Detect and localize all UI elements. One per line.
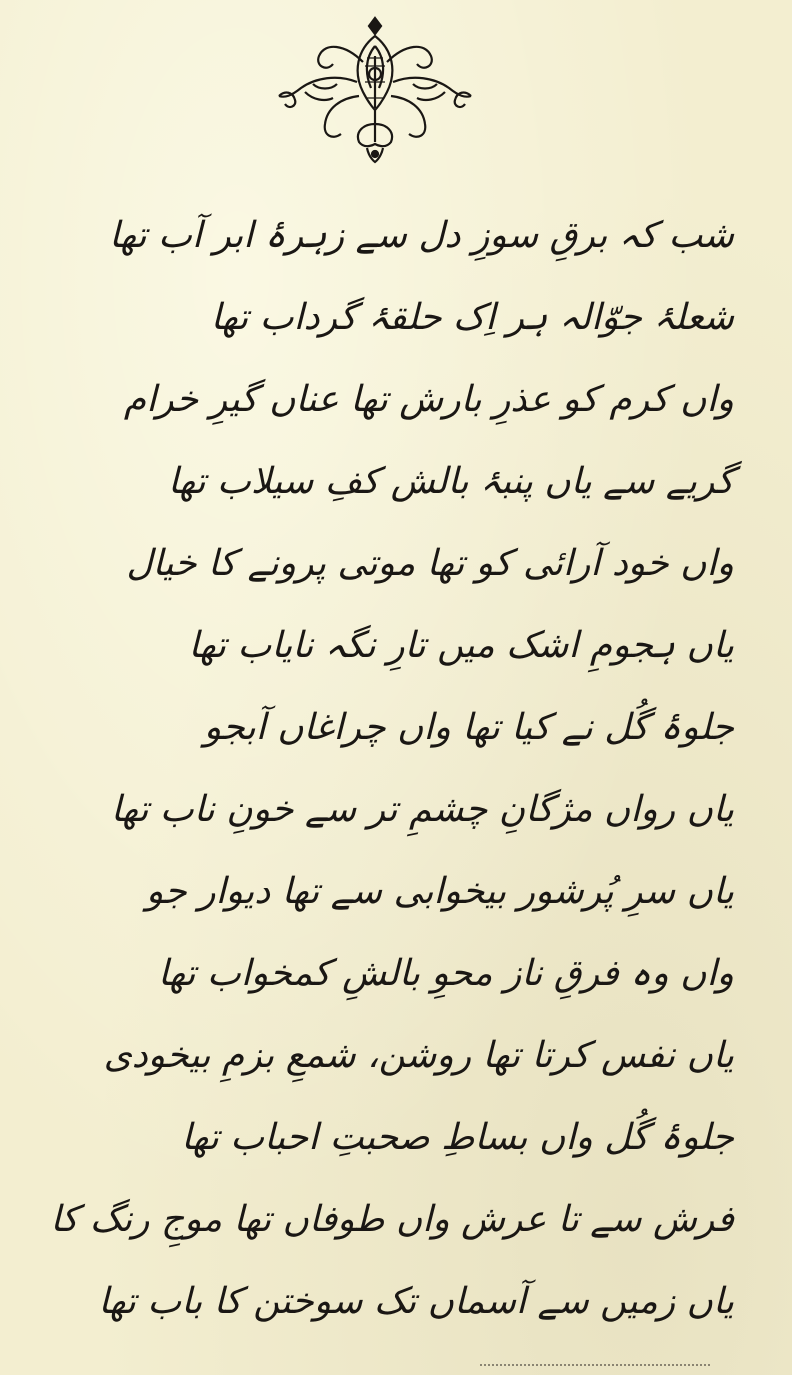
cropped-next-line: [480, 1364, 710, 1374]
verse-line-12: جلوۂ گُل واں بساطِ صحبتِ احباب تھا: [181, 1117, 734, 1158]
verse-line-7: جلوۂ گُل نے کیا تھا واں چراغاں آبجو: [203, 707, 734, 748]
verse-line-14: یاں زمیں سے آسماں تک سوختن کا باب تھا: [98, 1281, 734, 1322]
verse-line-13: فرش سے تا عرش واں طوفاں تھا موجِ رنگ کا: [50, 1199, 734, 1240]
verse-line-8: یاں رواں مژگانِ چشمِ تر سے خونِ ناب تھا: [110, 789, 734, 830]
verse-line-1: شب کہ برقِ سوزِ دل سے زہرۂ ابر آب تھا: [109, 215, 734, 256]
verse-line-4: گریے سے یاں پنبۂ بالش کفِ سیلاب تھا: [168, 461, 734, 502]
verse-line-11: یاں نفس کرتا تھا روشن، شمعِ بزمِ بیخودی: [103, 1035, 734, 1076]
verse-line-10: واں وہ فرقِ ناز محوِ بالشِ کمخواب تھا: [157, 953, 734, 994]
verse-line-2: شعلۂ جوّالہ ہر اِک حلقۂ گرداب تھا: [210, 297, 734, 338]
verse-line-9: یاں سرِ پُرشور بیخوابی سے تھا دیوار جو: [145, 871, 734, 912]
verse-line-6: یاں ہجومِ اشک میں تارِ نگہ نایاب تھا: [188, 625, 734, 666]
verse-line-5: واں خود آرائی کو تھا موتی پرونے کا خیال: [126, 543, 734, 584]
verse-line-3: واں کرم کو عذرِ بارش تھا عناں گیرِ خرام: [123, 379, 734, 420]
floral-ornament-icon: [275, 12, 475, 172]
